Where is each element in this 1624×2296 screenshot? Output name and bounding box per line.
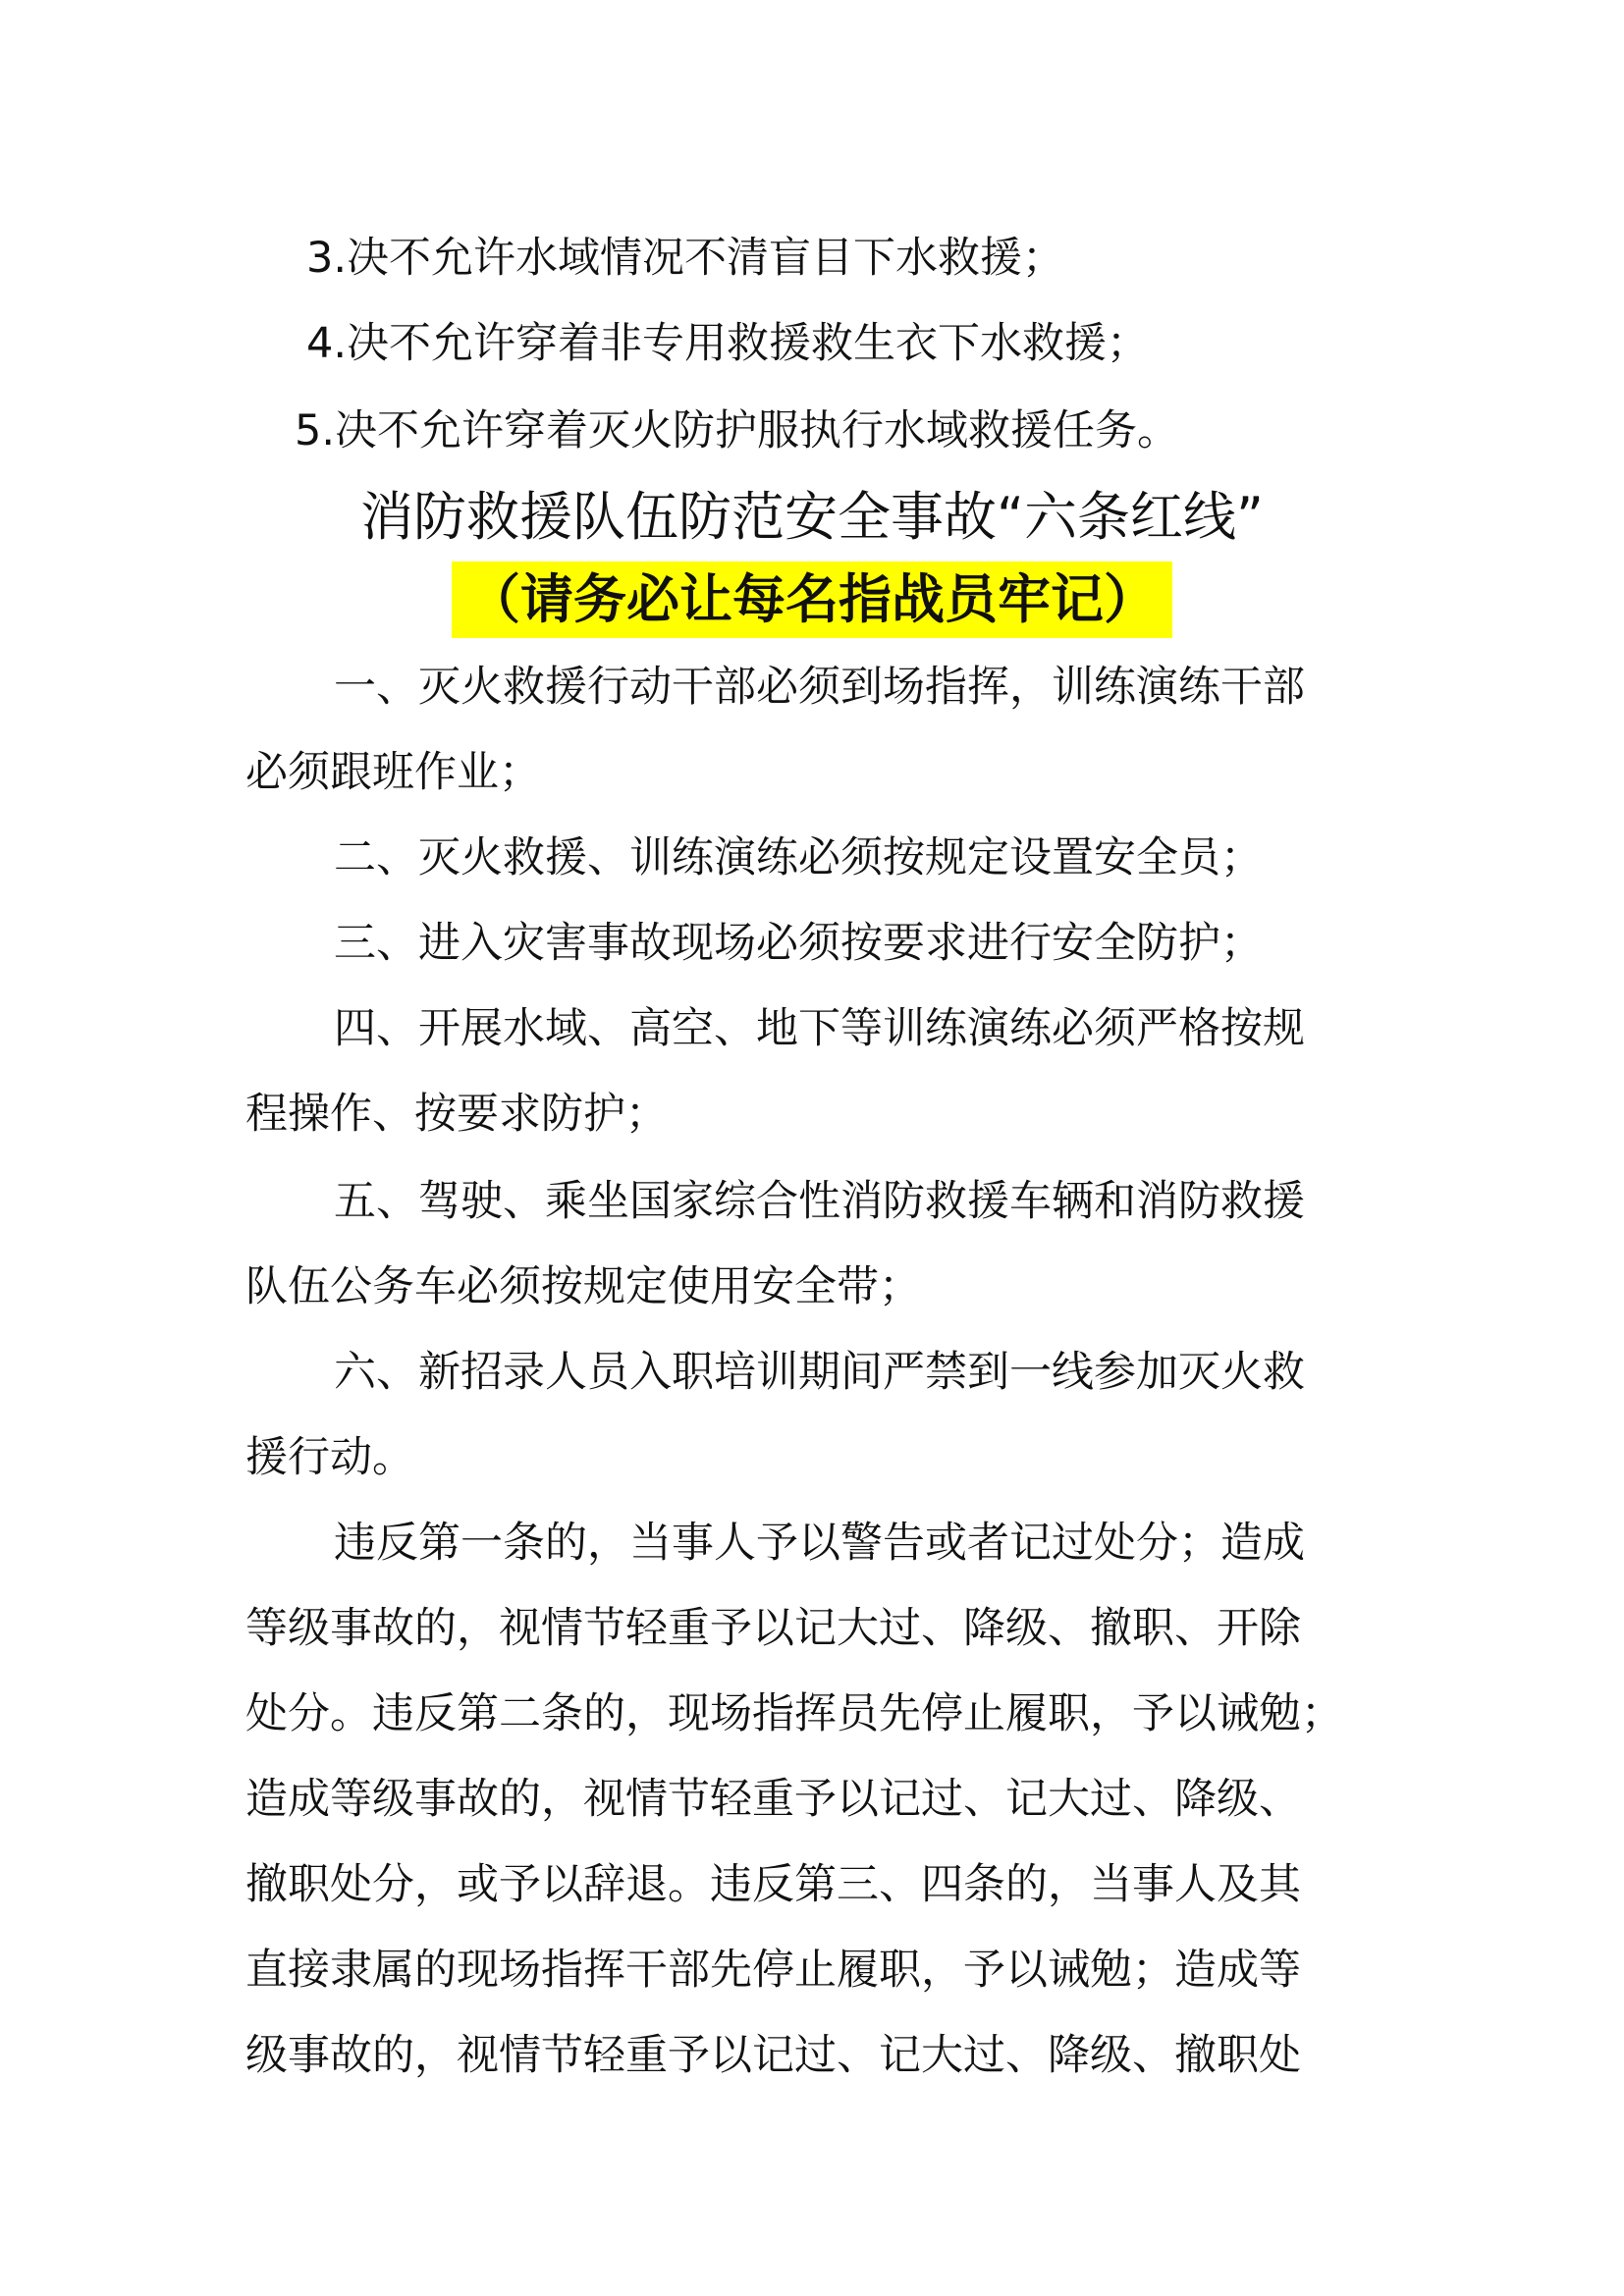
section-title: 消防救援队伍防范安全事故“六条红线”: [360, 486, 1264, 548]
intro-item-4: 4.决不允许穿着非专用救援救生衣下水救援；: [306, 319, 1150, 368]
penalty-line-6: 直接隶属的现场指挥干部先停止履职，予以诫勉；造成等: [245, 1946, 1301, 1995]
rule-6-line-1: 六、新招录人员入职培训期间严禁到一线参加灭火救: [334, 1348, 1305, 1397]
rule-4-line-2: 程操作、按要求防护；: [245, 1090, 668, 1139]
subtitle-highlighted: （请务必让每名指战员牢记）: [452, 561, 1172, 638]
rule-3: 三、进入灾害事故现场必须按要求进行安全防护；: [334, 919, 1263, 968]
rule-5-line-2: 队伍公务车必须按规定使用安全带；: [245, 1262, 921, 1311]
penalty-line-5: 撤职处分，或予以辞退。违反第三、四条的，当事人及其: [245, 1860, 1301, 1909]
rule-2: 二、灭火救援、训练演练必须按规定设置安全员；: [334, 833, 1263, 882]
penalty-line-3: 处分。违反第二条的，现场指挥员先停止履职，予以诫勉；: [245, 1689, 1343, 1738]
intro-item-3: 3.决不允许水域情况不清盲目下水救援；: [306, 234, 1065, 283]
penalty-line-4: 造成等级事故的，视情节轻重予以记过、记大过、降级、: [245, 1775, 1301, 1824]
rule-1-line-2: 必须跟班作业；: [245, 748, 541, 797]
subtitle-row: [0, 561, 1624, 638]
intro-item-5: 5.决不允许穿着灭火防护服执行水域救援任务。: [295, 406, 1180, 455]
rule-4-line-1: 四、开展水域、高空、地下等训练演练必须严格按规: [334, 1004, 1305, 1053]
rule-1-line-1: 一、灭火救援行动干部必须到场指挥，训练演练干部: [334, 663, 1305, 712]
penalty-line-7: 级事故的，视情节轻重予以记过、记大过、降级、撤职处: [245, 2031, 1301, 2080]
rule-5-line-1: 五、驾驶、乘坐国家综合性消防救援车辆和消防救援: [334, 1177, 1305, 1226]
penalty-line-2: 等级事故的，视情节轻重予以记大过、降级、撤职、开除: [245, 1604, 1301, 1653]
penalty-line-1: 违反第一条的，当事人予以警告或者记过处分；造成: [334, 1519, 1305, 1568]
rule-6-line-2: 援行动。: [245, 1433, 414, 1482]
